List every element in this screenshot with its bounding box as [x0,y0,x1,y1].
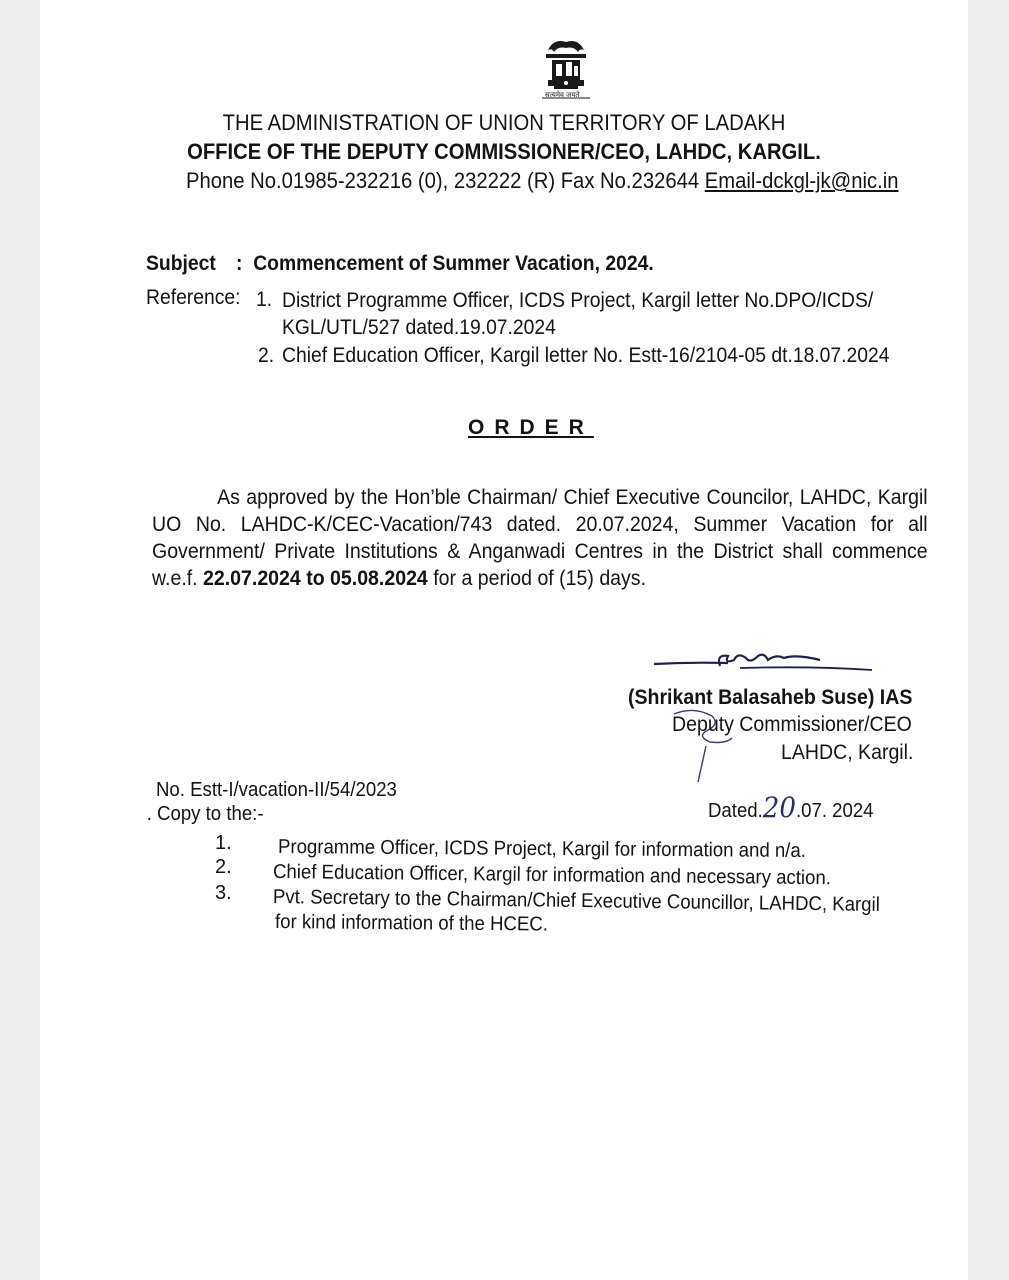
copy-1-text: Programme Officer, ICDS Project, Kargil for information and n/a. [277,836,806,862]
dated-rest: .07. 2024 [795,800,874,822]
dispatch-date [708,791,874,824]
order-body [152,484,928,592]
subject-text: Commencement of Summer Vacation, 2024. [253,252,654,275]
vacation-dates: 22.07.2024 to 05.08.2024 [203,567,428,590]
order-title: ORDER [468,416,594,439]
email-link[interactable]: Email-dckgl-jk@nic.in [704,168,899,193]
copy-label-text: Copy to the:- [157,803,264,825]
copy-3-line1: Pvt. Secretary to the Chairman/Chief Executive Councillor, LAHDC, Kargil [272,886,880,916]
signatory-designation: Deputy Commissioner/CEO [672,713,912,736]
reference-2-line1: Chief Education Officer, Kargil letter No. Estt-16/2104-05 dt.18.07.2024 [282,344,890,367]
office-heading: OFFICE OF THE DEPUTY COMMISSIONER/CEO, LAHDC, KARGIL. [187,139,821,164]
order-text-part1: As approved by the Hon’ble Chairman/ Chief Executive Councilor, LAHDC, Kargil UO No. LAHDC-K/CEC-Vacation/743 dated. 20.07.2024, Summer Vacation for all Government/ Private Institutions & Anganwadi Centres in the District shall commence w.e.f. [152,486,928,590]
contact-line [186,168,898,194]
dated-label: Dated. [708,800,763,822]
subject-separator: : [236,252,243,275]
order-text-part2: for a period of (15) days. [427,567,647,590]
signatory-name: (Shrikant Balasaheb Suse) IAS [628,686,913,709]
copy-3-line2: for kind information of the HCEC. [274,911,549,936]
reference-2-num: 2. [258,344,275,367]
copy-2-num: 2. [215,856,232,878]
reference-1-num: 1. [256,288,273,311]
order-paragraph [152,484,928,592]
administration-heading: THE ADMINISTRATION OF UNION TERRITORY OF LADAKH [222,110,786,135]
phone-fax: Phone No.01985-232216 (0), 232222 (R) Fax No.232644 [186,168,705,193]
dated-day: 20 [762,791,796,824]
copy-1-num: 1. [215,832,232,854]
signatory-office: LAHDC, Kargil. [781,741,914,764]
copy-3-num: 3. [215,882,232,904]
dispatch-number: No. Estt-I/vacation-II/54/2023 [156,779,397,801]
emblem-caption: सत्यमेव जयते [545,91,580,99]
subject-label: Subject [146,252,216,275]
reference-label: Reference: [146,286,241,309]
copy-to-label: . Copy to the:- [146,803,264,825]
document-page [40,0,968,1280]
copy-2-text: Chief Education Officer, Kargil for information and necessary action. [272,861,832,890]
reference-1-line2: KGL/UTL/527 dated.19.07.2024 [282,316,556,339]
subject-line [146,252,654,276]
reference-1-line1: District Programme Officer, ICDS Project, Kargil letter No.DPO/ICDS/ [282,289,874,312]
